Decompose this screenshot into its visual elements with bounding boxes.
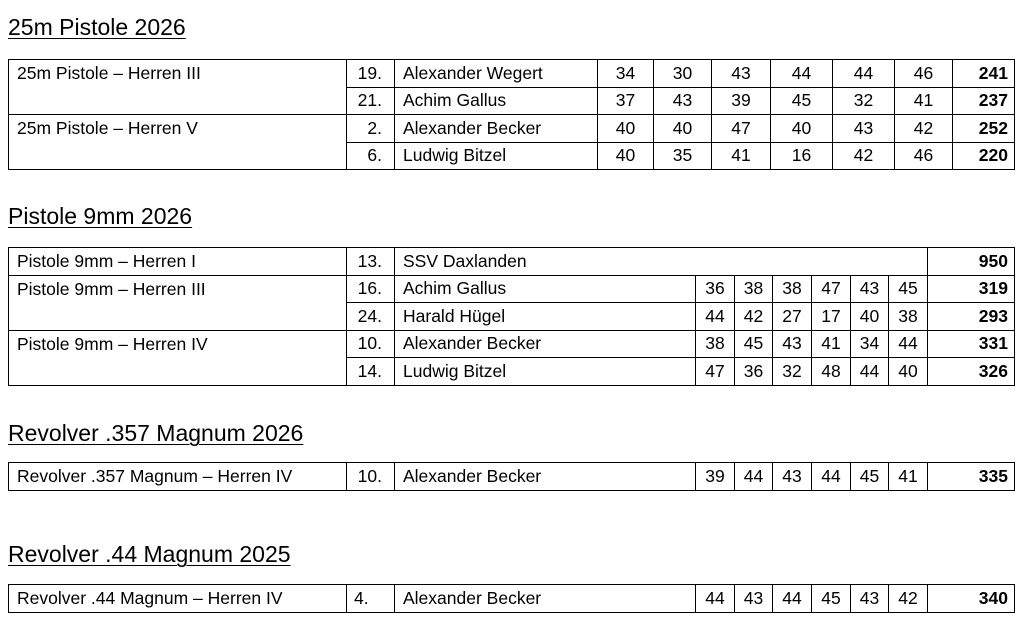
total-cell: 237 [953,87,1015,115]
score-cell: 43 [773,330,812,358]
score-cell: 43 [735,585,773,613]
score-cell: 42 [735,303,773,331]
table-row [9,275,1015,303]
score-cell: 37 [598,87,654,115]
score-cell: 40 [851,303,889,331]
score-cell: 40 [598,115,654,143]
rank-cell: 6. [347,142,395,170]
total-cell: 326 [928,358,1015,386]
total-cell: 335 [928,463,1015,491]
score-cell: 43 [773,463,812,491]
score-cell: 45 [735,330,773,358]
name-cell: Alexander Becker [395,463,696,491]
total-cell: 241 [953,60,1015,88]
total-cell: 950 [928,248,1015,276]
name-cell: Alexander Becker [395,115,598,143]
score-cell: 17 [812,303,851,331]
category-cell: Pistole 9mm – Herren III [9,275,347,303]
category-cell: Revolver .44 Magnum – Herren IV [9,585,347,613]
name-cell: Achim Gallus [395,87,598,115]
total-cell: 331 [928,330,1015,358]
total-cell: 319 [928,275,1015,303]
score-cell: 46 [895,60,953,88]
table-row [9,358,1015,386]
score-cell: 35 [654,142,712,170]
score-cell: 45 [812,585,851,613]
score-cell: 44 [889,330,928,358]
score-cell: 34 [851,330,889,358]
score-cell: 30 [654,60,712,88]
score-cell: 43 [833,115,895,143]
score-cell: 43 [851,275,889,303]
score-cell: 40 [889,358,928,386]
score-cell: 42 [833,142,895,170]
name-cell: Ludwig Bitzel [395,142,598,170]
score-cell: 32 [833,87,895,115]
results-table-revolver-357 [8,462,1015,491]
table-row [9,248,1015,276]
category-cell: Pistole 9mm – Herren IV [9,330,347,358]
rank-cell: 10. [347,330,395,358]
table-row [9,87,1015,115]
rank-cell: 16. [347,275,395,303]
score-cell: 44 [773,585,812,613]
score-cell: 47 [696,358,735,386]
total-cell: 252 [953,115,1015,143]
score-cell: 41 [889,463,928,491]
score-cell: 27 [773,303,812,331]
score-cell: 47 [712,115,771,143]
score-cell: 44 [696,585,735,613]
score-cell: 44 [696,303,735,331]
rank-cell: 24. [347,303,395,331]
score-cell: 43 [654,87,712,115]
category-cell: 25m Pistole – Herren III [9,60,347,88]
name-cell: SSV Daxlanden [395,248,928,276]
category-cell [9,87,347,115]
score-cell: 46 [895,142,953,170]
score-cell: 44 [851,358,889,386]
results-table-revolver-44 [8,584,1015,613]
rank-cell: 4. [347,585,395,613]
score-cell: 32 [773,358,812,386]
score-cell: 38 [889,303,928,331]
results-table-pistole-9mm [8,247,1015,386]
category-cell: Pistole 9mm – Herren I [9,248,347,276]
total-cell: 220 [953,142,1015,170]
score-cell: 44 [771,60,833,88]
score-cell: 40 [771,115,833,143]
section-title: 25m Pistole 2026 [8,14,186,40]
score-cell: 39 [696,463,735,491]
score-cell: 38 [696,330,735,358]
category-cell: Revolver .357 Magnum – Herren IV [9,463,347,491]
rank-cell: 10. [347,463,395,491]
score-cell: 45 [771,87,833,115]
score-cell: 41 [712,142,771,170]
score-cell: 34 [598,60,654,88]
rank-cell: 13. [347,248,395,276]
name-cell: Ludwig Bitzel [395,358,696,386]
section-title: Revolver .44 Magnum 2025 [8,541,291,567]
table-row [9,60,1015,88]
rank-cell: 21. [347,87,395,115]
score-cell: 41 [895,87,953,115]
section-title: Pistole 9mm 2026 [8,203,193,229]
category-cell: 25m Pistole – Herren V [9,115,347,143]
score-cell: 38 [735,275,773,303]
score-cell: 16 [771,142,833,170]
score-cell: 42 [895,115,953,143]
category-cell [9,142,347,170]
name-cell: Alexander Becker [395,330,696,358]
results-table-25m-pistole [8,59,1015,170]
rank-cell: 14. [347,358,395,386]
name-cell: Alexander Becker [395,585,696,613]
score-cell: 36 [696,275,735,303]
name-cell: Alexander Wegert [395,60,598,88]
score-cell: 45 [851,463,889,491]
table-row [9,303,1015,331]
total-cell: 293 [928,303,1015,331]
table-row [9,115,1015,143]
score-cell: 43 [712,60,771,88]
category-cell [9,303,347,331]
score-cell: 44 [812,463,851,491]
score-cell: 40 [654,115,712,143]
score-cell: 41 [812,330,851,358]
name-cell: Harald Hügel [395,303,696,331]
total-cell: 340 [928,585,1015,613]
score-cell: 47 [812,275,851,303]
score-cell: 44 [735,463,773,491]
score-cell: 36 [735,358,773,386]
rank-cell: 2. [347,115,395,143]
table-row [9,463,1015,491]
score-cell: 48 [812,358,851,386]
score-cell: 38 [773,275,812,303]
section-title: Revolver .357 Magnum 2026 [8,420,304,446]
score-cell: 40 [598,142,654,170]
score-cell: 39 [712,87,771,115]
table-row [9,142,1015,170]
table-row [9,330,1015,358]
score-cell: 45 [889,275,928,303]
rank-cell: 19. [347,60,395,88]
score-cell: 43 [851,585,889,613]
score-cell: 42 [889,585,928,613]
category-cell [9,358,347,386]
score-cell: 44 [833,60,895,88]
name-cell: Achim Gallus [395,275,696,303]
table-row [9,585,1015,613]
